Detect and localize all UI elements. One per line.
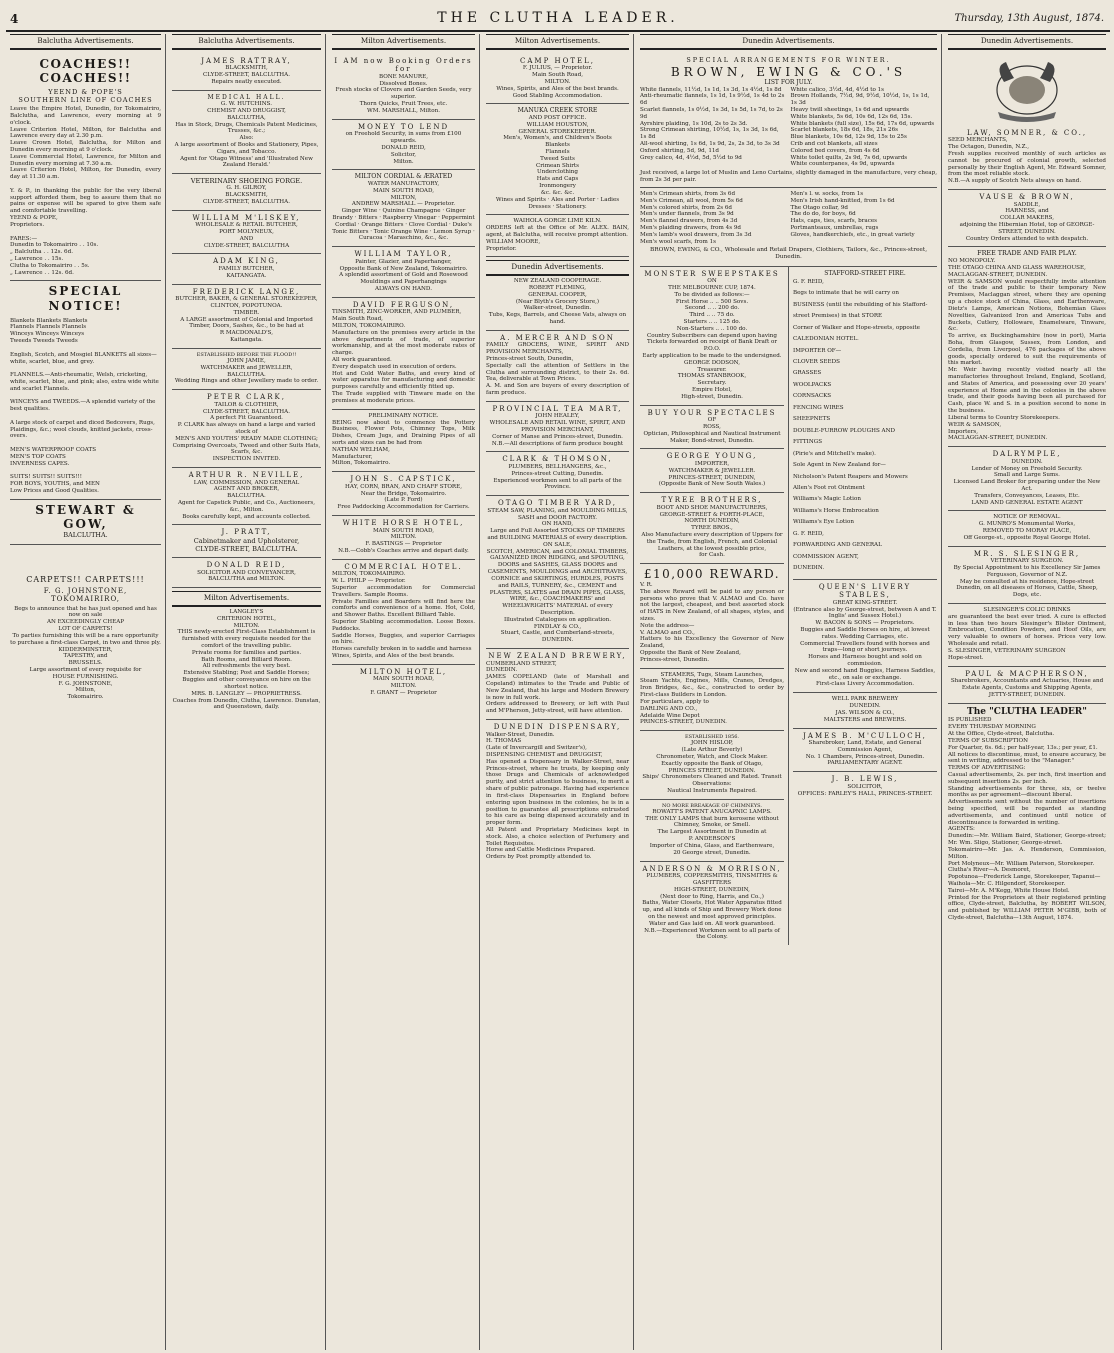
coat-of-arms-icon [984, 54, 1070, 124]
issue-date: Thursday, 13th August, 1874. [954, 13, 1104, 24]
ad-body: Blankets Blankets Blankets Flannels Flannels Flannels Winceys Winceys Winceys Tweeds Tweeds Tweeds English, Scotch, and Mosgiel BLANKETS all sizes—white, scarlet, blue, and grey. FLANNELS.—Anti-rheumatic, Welsh, cricketing, white, scarlet, blue, and pink; also, extra wide white and scarlet Flannels. WINCEYS and TWEEDS.—A splendid variety of the best qualities. A large stock of carpet and diced Bedcovers, Rugs, Plaidings, &c.; wool clouds, knitted jackets, cross-overs. MEN'S WATERPROOF COATS MEN'S TOP COATS INVERNESS CAPES. SUITS! SUITS!! SUITS!!! FOR BOYS, YOUTHS, and MEN Low Prices and Good Qualities. [10, 317, 159, 494]
advertisement [172, 254, 321, 284]
ad-body: IS PUBLISHED EVERY THURSDAY MORNING At the Office, Clyde-street, Balclutha. TERMS OF SUBSCRIPTION For Quarter, 6s. 6d.; per half-year, 13s.; per year, £1. All notices to discontinue, must, to ensure accuracy, be sent in writing, addressed to the "Manager." TERMS OF ADVERTISING: Casual advertisements, 2s. per inch, first insertion and subsequent insertions 2s. per inch. Standing advertisements for three, six, or twelve months as per agreement—discount liberal. Advertisements sent without the number of insertions being specified, will be regarded as standing advertisements, and continued until notice of discontinuance is forwarded in writing. AGENTS: Dunedin:—Mr. William Baird, Stationer, George-street; Mr. Wm. Sligo, Stationer, George-street. Tokomairiro—Mr. Jas. A. Henderson, Commission, Milton. Port Molyneux—Mr. William Paterson, Storekeeper. Clutha's River—A. Desmoret, Popotunoa—Frederick Lange, Storekeeper, Tapanui— Waihola—Mr. C. Hilgendorf, Storekeeper. Tairei—Mr. A. M'Kegg, White House Hotel. Printed for the Proprietors at their registered printing office, Clyde-street, Balclutha, by ROBERT WILSON, and published by WILLIAM PETER M'GIBB, both of Clyde-street, Balclutha—13th August, 1874. [948, 717, 1106, 922]
advertisement [172, 91, 321, 174]
advertisement [948, 511, 1106, 546]
ad-title: BROWN, EWING & CO.'S [670, 64, 907, 79]
ad-body: FAMILY GROCERS, WINE, SPIRIT AND PROVISION MERCHANTS, Princes-street South, Dunedin, Specially call the attention of Settlers in the Clutha and surrounding district, to their 2s. 6d. Tea, deliverable at Town Prices. A. M. and Son are buyers of every description of farm produce. [486, 342, 629, 397]
ad-title: LAW, SOMNER, & CO., [966, 128, 1088, 137]
ad-body: Sharebrokers, Accountants and Actuaries, House and Estate Agents, Customs and Shipping Agents, JETTY-STREET, DUNEDIN. [950, 678, 1104, 698]
advertisement [332, 472, 475, 516]
ad-title: ADAM KING, [213, 257, 280, 266]
ad-body: NO MONOPOLY. THE OTAGO CHINA AND GLASS WAREHOUSE, MACLAGGAN-STREET, DUNEDIN. WEIR & SAMSON would respectfully invite attention of the trade and public to their temporary New Premises, Maclaggan street, where they are opening up a choice stock of China, Glass, and Earthenware, Dietz's Lamps, American Notions, Bohemian Glass Novelties, Galvanized Iron and Americas Tubs and Buckets, Cutlery, Holloware, Enamelware, Tinware, &c. To arrive, ex Buckinghamshire (now in port), Maria Boha, from Glasgow, Sussex, from London, and Cordelia, from Liverpool, 476 packages of the above goods, specially ordered to suit the requirements of this market. Mr. Weir having recently visited nearly all the manufactories throughout Ireland, England, Scotland, and States of America, and possessing over 20 years' experience at Home and in the colonies in the above trade, and their goods having been all purchased for Cash, place W. and S. in a position second to none in the business. Liberal terms to Country Storekeepers. WEIR & SAMSON, Importers, MACLAGGAN-STREET, DUNEDIN. [948, 258, 1106, 442]
ad-title: CLARK & THOMSON, [502, 455, 613, 464]
ad-title: QUEEN'S LIVERY STABLES, [818, 582, 912, 600]
ad-banner: SPECIAL ARRANGEMENTS FOR WINTER. [686, 55, 891, 64]
advertisement [640, 564, 784, 668]
ad-subtitle: F. G. JOHNSTONE, TOKOMAIRIRO, [43, 586, 128, 604]
advertisement [172, 588, 321, 715]
advertisement [948, 704, 1106, 926]
ad-title: WELL PARK BREWERY [831, 696, 899, 703]
ad-title: TYREE BROTHERS, [661, 496, 763, 505]
mens-list-right: Men's l. w. socks, from 1s Men's Irish hand-knitted, from 1s 6d The Otago collar, 9d The do do, for boys, 6d Hats, caps, ties, scarfs, braces Portmanteaux, umbrellas, rugs Gloves, handkerchiefs, etc., in great variety [790, 190, 915, 238]
ad-title: ESTABLISHED 1856. [684, 734, 740, 741]
ad-title: VETERINARY SHOEING FORGE. [190, 177, 303, 186]
ad-title: DONALD REID, [206, 561, 287, 569]
ad-title: COMMERCIAL HOTEL. [344, 562, 463, 571]
ad-title: JAMES B. M'CULLOCH, [803, 731, 927, 740]
ad-title: GEORGE YOUNG, [666, 452, 758, 461]
advertisement [172, 525, 321, 558]
ad-body: MAIN SOUTH ROAD, MILTON. F. BASTINGS — Proprietor N.B.—Cobb's Coaches arrive and depart daily. [338, 527, 469, 554]
ad-body: Begs to announce that he has just opened and has now on sale AN EXCEEDINGLY CHEAP LOT OF CARPETS! To parties furnishing this will be a rare opportunity to purchase a first-class Carpet, in two and three ply. KIDDERMINSTER, TAPESTRY, and BRUSSELS. Large assortment of every requisite for HOUSE FURNISHING. F. G. JOHNSTONE, Milton, Tokomairiro. [10, 605, 161, 701]
advertisement [948, 447, 1106, 511]
ad-body: SOLICITOR AND CONVEYANCER, BALCLUTHA and MILTON. [197, 569, 296, 583]
advertisement [10, 500, 161, 545]
column-heading: Dunedin Advertisements. [948, 34, 1106, 50]
newspaper-title: THE CLUTHA LEADER. [437, 10, 679, 26]
ad-body: TAILOR & CLOTHIER, CLYDE-STREET, BALCLUTHA. A perfect Fit Guaranteed. P. CLARK has always on hand a large and varied stock of MEN'S AND YOUTHS' READY MADE CLOTHING; Comprising Overcoats, Tweed and other Suits Hats, Scarfs, &c. INSPECTION INVITED. [172, 401, 321, 463]
ad-title: £10,000 REWARD. [643, 567, 781, 582]
advertisement [486, 649, 629, 720]
ad-title: SPECIAL NOTICE! [48, 284, 123, 314]
ad-body: MAIN SOUTH ROAD, MILTON. F. GRANT — Proprietor [370, 676, 437, 696]
ad-body: F. JULIUS, — Proprietor. Main South Road, MILTON. Wines, Spirits, and Ales of the best brands. Good Stabling Accommodation. [496, 65, 619, 99]
ad-title: CAMP HOTEL, [519, 56, 595, 65]
ad-body: BEING now about to commence the Pottery Business, Flower Pots, Chimney Tops, Milk Dishes, Cream Jugs, and Draining Pipes of all sorts and sizes can be had from NATHAN WELHAM, Manufacturer, Milton, Tokomairiro. [332, 419, 475, 467]
advertisement [486, 496, 629, 649]
ad-title: J. B. LEWIS, [831, 775, 899, 784]
column-heading: Milton Advertisements. [332, 34, 475, 50]
ad-body: BLACKSMITH, CLYDE-STREET, BALCLUTHA. Repairs neatly executed. [203, 65, 290, 85]
ad-body: AND POST OFFICE. WILLIAM HOUSTON, GENERAL STOREKEEPER. Men's, Women's, and Children's Boots Blankets Flannels Tweed Suits Crimean Shirts Underclothing Hats and Caps Ironmongery &c. &c. &c. Wines and Spirits · Ales and Porter · Ladies Dresses · Stationery. [495, 114, 620, 210]
advertisement [793, 772, 937, 801]
ad-body: Walker-Street, Dunedin. H. THOMAS (Late of Invercargill and Switzer's), DISPENSING CHEMIST and DRUGGIST, Has opened a Dispensary in Walker-Street, near Princes-street, where he trusts, by keeping only those Drugs and Chemicals of acknowledged purity, and strict attention to business, to merit a share of public patronage. Having had experience in first-class Dispensaries in England before entering upon business in the colonies, he is in a position to guarantee all prescriptions entrusted to his care as being dispensed accurately and in proper form. All Patent and Proprietary Medicines kept in stock. Also, a choice selection of Perfumery and Toilet Requisites. Horse and Cattle Medicines Prepared. Orders by Post promptly attended to. [486, 731, 629, 861]
ad-title: WILLIAM TAYLOR, [354, 250, 453, 259]
advertisement [640, 267, 784, 406]
ad-body: G. H. GILROY, BLACKSMITH, CLYDE-STREET, BALCLUTHA. [203, 185, 290, 205]
ad-body: SEED MERCHANTS, The Octagon, Dunedin, N.Z., Fresh supplies received monthly of such articles as cannot be procured of colonial growth, selected personally by their English Agent, Mr. Edward Somner, from the most reliable stock. N.B.—A supply of Scotch Nets always on hand. [948, 137, 1106, 185]
ad-title: FREDERICK LANGE, [192, 287, 301, 296]
advertisement [486, 331, 629, 402]
ad-title: PAUL & MACPHERSON, [965, 669, 1089, 678]
advertisement [332, 410, 475, 473]
advertisement [172, 174, 321, 210]
ad-title: STEWART & GOW, [35, 502, 136, 532]
page-number: 4 [10, 12, 19, 26]
ad-body: BUTCHER, BAKER, & GENERAL STOREKEEPER, CLINTON, POPOTUNOA. TIMBER. A LARGE assortment of Colonial and Imported Timber, Doors, Sashes, &c., to be had at R MACDONALD'S, Kaitangata. [175, 296, 318, 343]
ad-title: WHITE HORSE HOTEL, [342, 518, 465, 527]
ad-body: MILTON, TOKOMAIRIRO. W. L. PHILP — Proprietor. Superior accommodation for Commercial Travellers. Sample Rooms. Private Families and Boarders will find here the comforts and convenience of a home. Hot, Cold, and Shower Baths. Excellent Billiard Table. Superior Stabling accommodation. Loose Boxes. Paddocks. Saddle Horses, Buggies, and superior Carriages on hire. Horses carefully broken in to saddle and harness Wines, Spirits, and Ales of the best brands. [332, 571, 475, 660]
advertisement [486, 402, 629, 453]
ad-body: BOOT AND SHOE MANUFACTURERS, GEORGE-STREET & FORTH-PLACE, NORTH DUNEDIN, TYREE BROS., Also Manufacture every description of Uppers for the Trade, from English, French, and Colonial Leathers, at the lowest possible price, for Cash. [641, 504, 783, 559]
ad-title: A. MERCER AND SON [500, 333, 615, 342]
advertisement [793, 693, 937, 728]
advertisement [332, 298, 475, 410]
ad-body: SOLICITOR, OFFICES: FARLEY'S HALL, PRINCES-STREET. [797, 783, 933, 797]
advertisement [172, 349, 321, 390]
advertisement [172, 285, 321, 349]
ad-title: MONEY TO LEND [357, 122, 450, 131]
advertisement [640, 800, 784, 862]
advertisement [332, 54, 475, 120]
advertisement [172, 468, 321, 525]
advertisement [332, 120, 475, 171]
column-5-subcolumns [640, 267, 937, 946]
column-heading: Dunedin Advertisements. [640, 34, 937, 50]
advertisement [486, 720, 629, 865]
ad-title: COACHES!! COACHES!! [39, 56, 132, 86]
advertisement [640, 449, 784, 493]
advertisement [172, 558, 321, 588]
advertisement [948, 667, 1106, 704]
ad-title: MILTON HOTEL, [359, 667, 448, 676]
advertisement [793, 580, 937, 694]
ad-body: JOHN JAMIE, WATCHMAKER and JEWELLER, BALCLUTHA. Wedding Rings and other Jewellery made to order. [174, 357, 319, 385]
ad-body: GREAT KING-STREET. (Entrance also by George-street, between A and T. Inglis' and Sussex Hotel.) W. BACON & SONS — Proprietors. Buggies and Saddle Horses on hire, at lowest rates. Wedding Carriages, etc. Commercial Travellers found with horses and traps—long or short journeys. Horses and Harness bought and sold on commission. New and second hand Buggies, Harness Saddles, etc., on sale or exchange. First-class Livery Accommodation. [793, 599, 937, 688]
ad-body: PLUMBERS, BELLHANGERS, &c., Princes-street Cutting, Dunedin. Experienced workmen sent to all parts of the Province. [493, 464, 622, 491]
ad-title: ARTHUR R. NEVILLE, [188, 471, 305, 479]
advertisement [172, 211, 321, 255]
advertisement [640, 862, 784, 946]
ad-body: JOHN HISLOP, (Late Arthur Beverly) Chronometer, Watch, and Clock Maker. Exactly opposite the Bank of Otago, PRINCES STREET, DUNEDIN. Ships' Chronometers Cleaned and Rated. Transit Observations: Nautical Instruments Repaired. [642, 740, 782, 794]
ad-note: Just received, a large lot of Muslin and Leno Curtains, slightly damaged in the manufacture, very cheap, from 2s 3d per pair. [640, 170, 937, 184]
column-6 [944, 34, 1110, 1350]
section-heading: Milton Advertisements. [172, 591, 321, 607]
ad-body: WATER MANUFACTORY, MAIN SOUTH ROAD, MILTON, ANDREW MARSHALL — Proprietor. Ginger Wine · Quinine Champagne · Ginger Brandy · Bitters · Raspberry Vinegar · Peppermint Cordial · Orange Bitters · Clove Cordial · Duke's Tonic Bitters · Tonic Orange Wine · Lemon Syrup · Curacoa · Maraschino, &c., &c. [332, 180, 475, 242]
advertisement [172, 390, 321, 468]
ad-body: VETERINARY SURGEON. By Special Appointment to his Excellency Sir James Fergusson, Governor of N.Z. May be consulted at his residence, Hope-street Dunedin, on all diseases of Horses, Cattle, Sheep, Dogs, etc. [953, 558, 1101, 599]
ad-title: OTAGO TIMBER YARD, [498, 499, 617, 508]
ad-title: MILTON CORDIAL & ÆRATED [354, 173, 453, 181]
column-4 [482, 34, 634, 1350]
advertisement [948, 547, 1106, 604]
ad-body: FAMILY BUTCHER, KAITANGATA. [218, 265, 275, 279]
advertisement [486, 104, 629, 215]
ad-title: PETER CLARK, [207, 393, 286, 402]
ad-body: ROWATT'S PATENT ANUCAPNIC LAMPS. THE ONLY LAMPS that burn kerosene without Chimney, Smoke, or Smell. The Largest Assortment in Dunedin at P. ANDERSON'S Importer of China, Glass, and Earthenware, 20 George street, Dunedin. [645, 808, 779, 856]
advertisement [640, 669, 784, 732]
brown-ewing-advertisement [640, 54, 937, 267]
mens-list [640, 191, 937, 246]
advertisement [948, 247, 1106, 447]
ad-body: DUNEDIN. JAS. WILSON & CO., MALTSTERS and BREWERS. [823, 703, 907, 723]
ad-body: ON THE MELBOURNE CUP, 1874. To be divided as follows:— First Horse .. .. 500 Sovs. Second .. .. 200 do. Third .. .. 75 do. Starters .. .. 125 do. Non-Starters .. .. 100 do. Country Subscribers can depend upon having Tickets forwarded on receipt of Bank Draft or P.O.O. Early application to be made to the undersigned. GEORGE DODSON, Treasurer. THOMAS STANBROOK, Secretary. Empire Hotel, High-street, Dunedin. [642, 278, 782, 400]
advertisement [486, 257, 629, 330]
ad-title: SLESINGER'S COLIC DRINKS [983, 607, 1071, 614]
price-list-left: White flannels, 11½d, 1s 1d, 1s 3d, 1s 4½d, 1s 8d Anti-rheumatic flannels, 1s 1d, 1s 9½d, 1s 4d to 2s 6d Scarlet flannels, 1s 0½d, 1s 3d, 1s 5d, 1s 7d, to 2s 9d Ayrshire plaiding, 1s 10d, 2s to 2s 3d. Strong Crimean shirting, 10½d, 1s, 1s 3d, 1s 6d, 1s 8d All-wool shirting, 1s 6d, 1s 9d, 2s, 2s 3d, to 3s 3d Oxford shirting, 5d, 9d, 11d Grey calico, 4d, 4½d, 5d, 5½d to 9d [640, 86, 785, 161]
ad-body: CUMBERLAND STREET, DUNEDIN. JAMES COPELAND (late of Marshall and Copeland) intimates to the Trade and Public of New Zealand, that his large and Modern Brewery is now in full work. Orders addressed to Brewery, or left with Paul and M'Pherson, Jetty-street, will have attention. [486, 660, 629, 715]
advertisement [793, 267, 937, 580]
column-heading: Balclutha Advertisements. [172, 34, 321, 50]
ad-body: Painter, Glazier, and Paperhanger, Opposite Bank of New Zealand, Tokomairiro. A splendid assortment of Gold and Rosewood Mouldings and Paperhangings ALWAYS ON HAND. [339, 258, 468, 292]
ad-title: CARPETS!! CARPETS!!! [26, 574, 145, 584]
masthead [6, 6, 1110, 32]
ad-title: J. PRATT, [221, 528, 272, 537]
ad-title: DUNEDIN DISPENSARY, [493, 723, 622, 732]
advertisement [486, 452, 629, 496]
ad-body: WHOLESALE & RETAIL BUTCHER, PORT MOLYNEUX, AND CLYDE-STREET, BALCLUTHA [195, 222, 298, 249]
ad-title: PRELIMINARY NOTICE. [368, 412, 439, 419]
ad-body: HAY, CORN, BRAN, AND CHAFF STORE, Near the Bridge, Tokomairiro. (Late P. Ford) Free Paddocking Accommodation for Carriers. [337, 483, 470, 511]
ad-subtitle: BALCLUTHA. [63, 531, 108, 540]
ad-title: FREE TRADE AND FAIR PLAY. [977, 249, 1077, 258]
ad-body: Cabinetmaker and Upholsterer, CLYDE-STREET, BALCLUTHA. [193, 536, 300, 553]
ad-title: WAIHOLA GORGE LIME KILN. [513, 218, 602, 225]
ad-title: ESTABLISHED BEFORE THE FLOOD!! [196, 351, 297, 358]
section-heading: Dunedin Advertisements. [486, 260, 629, 276]
column-1 [6, 34, 166, 1350]
ad-title: ANDERSON & MORRISON, [642, 864, 782, 873]
ad-body: Leave the Empire Hotel, Dunedin, for Tokomairiro, Balclutha, and Lawrence, every morning at 9 o'clock. Leave Criterion Hotel, Milton, for Balclutha and Lawrence every day at 2.30 p.m. Leave Crown Hotel, Balclutha, for Milton and Dunedin every morning at 9 o'clock. Leave Commercial Hotel, Lawrence, for Milton and Dunedin every morning at 7.30 a.m. Leave Criterion Hotel, Milton, for Dunedin, every day at 11.30 a.m. Y. & P., in thanking the public for the very liberal support afforded them, beg to assure them that no pains or expense will be spared to give them safe and comfortable travelling. YEEND & POPE, Proprietors. FARES:— Dunedin to Tokomairiro . . 10s. „ Balclutha . . 12s. 6d. „ Lawrence . . 15s. Clutha to Tokomairiro . . 5s. „ Lawrence . . 12s. 6d. [10, 106, 161, 276]
ad-body: on Freehold Security, in sums from £100 upwards. DONALD REID, Solicitor, Milton. [345, 131, 462, 165]
ad-title: STAFFORD-STREET FIRE. [824, 269, 906, 277]
advertisement [948, 126, 1106, 190]
ad-body: V. R. The above Reward will be paid to any person or persons who prove that V. ALMAO and Co. have not the largest, cheapest, and best assorted stock of HATS in New Zealand, of all shapes, styles, and sizes. Note the address— V. ALMAO and CO., Hatters to his Excellency the Governor of New Zealand, Opposite the Bank of New Zealand, Princes-street, Dunedin. [640, 581, 784, 663]
ad-body: G. F. REID, Begs to intimate that he will carry on BUSINESS (until the rebuilding of his Stafford-street Premises) in that STORE Corner of Walker and Hope-streets, opposite CALEDONIAN HOTEL. IMPORTER OF— CLOVER SEEDS GRASSES WOOLPACKS CORNSACKS FENCING WIRES SHEEPNETS DOUBLE-FURROW PLOUGHS AND FITTINGS (Pirie's and Mitchell's make). Sole Agent in New Zealand for— Nicholson's Patent Reapers and Mowers Allen's Foot rot Ointment Williams's Magic Lotion Williams's Horse Embrocation Williams's Eye Lotion G. F. REID, FORWARDING AND GENERAL COMMISSION AGENT, DUNEDIN. [793, 278, 928, 572]
advertisement [640, 493, 784, 564]
ad-title: The "CLUTHA LEADER" [967, 706, 1087, 717]
advertisement [10, 281, 161, 499]
ad-title: MEDICAL HALL. [207, 93, 286, 101]
advertisement [332, 170, 475, 247]
column-heading: Balclutha Advertisements. [10, 34, 161, 50]
advertisement [10, 545, 161, 705]
ad-body: Steam Yachts, Engines, Mills, Cranes, Dredges, Iron Bridges, &c., &c., constructed to order by First-class Builders in London. For particulars, apply to DARLING AND CO., Adelaide Wine Depot PRINCES-STREET, DUNEDIN. [640, 678, 784, 726]
advertisement [332, 665, 475, 701]
ad-title: NOTICE OF REMOVAL. [993, 514, 1061, 521]
advertisement [640, 406, 784, 450]
ad-title: VAUSE & BROWN, [979, 193, 1075, 201]
advertisement [332, 247, 475, 298]
advertisement [172, 54, 321, 91]
ad-body: STEAM SAW, PLANING, and MOULDING MILLS, SASH and DOOR FACTORY. ON HAND, Large and Full Assorted STOCKS OF TIMBERS and BUILDING MATERIALS of every description. ON SALE, SCOTCH, AMERICAN, and COLONIAL TIMBERS, GALVANIZED IRON RIDGING, and SPOUTING, DOORS and SASHES, GLASS DOORS and CASEMENTS, MOULDINGS and ARCHITRAVES, CORNICE and SKIRTINGS, HURDLES, POSTS and RAILS, TURNERY, &c., CEMENT and PLASTERS, SLATES and DRAIN PIPES, GLASS, WIRE, &c., COACHMAKERS' and WHEELWRIGHTS' MATERIAL of every Description. Illustrated Catalogues on application. FINDLAY & CO., Stuart, Castle, and Cumberland-streets, DUNEDIN. [486, 507, 629, 644]
ad-body: LAW, COMMISSION, AND GENERAL AGENT AND BROKER, BALCLUTHA. Agent for Capstick Public, and Co., Auctioneers, &c., Milton. Books carefully kept, and accounts collected. [178, 479, 315, 520]
advertisement [948, 604, 1106, 667]
column-heading: Milton Advertisements. [486, 34, 629, 50]
ad-title: DAVID FERGUSON, [352, 300, 455, 309]
ad-title: STEAMERS, Tugs, Steam Launches, [660, 671, 764, 678]
ad-title: PROVINCIAL TEA MART, [492, 404, 623, 413]
ad-title: WILLIAM M'LISKEY, [192, 213, 301, 222]
advertisement [332, 560, 475, 665]
column-5-right [793, 267, 937, 946]
ad-title: NEW ZEALAND BREWERY, [488, 652, 627, 661]
ad-title: NO MORE BREAKAGE OF CHIMNEYS. [662, 802, 762, 809]
mens-list-left: Men's Crimean shirts, from 3s 6d Men's Crimean, all wool, from 5s 6d Men's colored shirts, from 2s 6d Men's under flannels, from 3s 9d Men's flannel drawers, from 4s 3d Men's plaiding drawers, from 4s 9d Men's lamb's wool drawers, from 3s 3d Men's wool scarfs, from 1s [640, 190, 752, 245]
ad-body: IMPORTER, WATCHMAKER & JEWELLER. PRINCES-STREET, DUNEDIN, (Opposite Bank of New South Wales.) [658, 461, 766, 488]
ad-title: DALRYMPLE, [992, 450, 1062, 459]
column-5-left [640, 267, 789, 946]
ad-title: JOHN S. CAPSTICK, [350, 475, 457, 484]
ad-body: NEW ZEALAND COOPERAGE. ROBERT FLEMING, GENERAL COOPER, (Near Blyth's Grocery Store,) Walker-street, Dunedin. Tubs, Kegs, Barrels, and Cheese Vats, always on hand. [488, 278, 627, 326]
ad-body: BONE MANURE, Dissolved Bones. Fresh stocks of Clovers and Garden Seeds, very superior. Thorn Quicks, Fruit Trees, etc. WM. MARSHALL, Milton. [335, 73, 472, 114]
ad-body: ORDERS left at the Office of Mr. ALEX. BAIN, agent, at Balclutha, will receive prompt attention. WILLIAM MOORE, Proprietor. [486, 225, 629, 252]
ad-body: are guaranteed the best ever tried. A cure is effected in less than two hours Slesinger's Blister Ointment, Embrocation, Condition Powders, and Hoof Oils, are very valuable to owners of horses. Prices very low. Wholesale and retail. S. SLESINGER, VETERINARY SURGEON Hope-street. [948, 613, 1106, 661]
ad-body: JOHN HEALEY, WHOLESALE AND RETAIL WINE, SPIRIT, AND PROVISION MERCHANT, Corner of Manse and Princes-street, Dunedin. N.B.—All descriptions of farm produce bought [489, 413, 626, 447]
price-list [640, 87, 937, 169]
ad-body: OF ROSS, Optician, Philosophical and Nautical Instrument Maker, Bond-street, Dunedin. [643, 417, 781, 444]
advertisement [10, 54, 161, 282]
advertisement [486, 54, 629, 105]
ad-title: MONSTER SWEEPSTAKES [644, 269, 780, 278]
ad-footer: BROWN, EWING, & CO., Wholesale and Retail Drapers, Clothiers, Tailors, &c., Princes-street, Dunedin. [649, 247, 928, 261]
ad-subtitle: YEEND & POPE'S SOUTHERN LINE OF COACHES [18, 88, 153, 105]
advertisement [332, 516, 475, 560]
advertisement [948, 190, 1106, 247]
column-3 [328, 34, 480, 1350]
column-5 [636, 34, 942, 1350]
ad-body: G. W. HUTCHINS. CHEMIST AND DRUGGIST, BALCLUTHA, Has in Stock, Drugs, Chemicals Patent Medicines, Trusses, &c.; Also: A large assortment of Books and Stationery, Pipes, Cigars, and Tobacco. Agent for 'Otago Witness' and 'Illustrated New Zealand Herald.' [174, 101, 319, 169]
ad-subtitle: LIST FOR JULY. [764, 79, 813, 87]
ad-title: MANUKA CREEK STORE [517, 107, 598, 115]
column-2 [168, 34, 326, 1350]
ad-body: PLUMBERS, COPPERSMITHS, TINSMITHS & GASFITTERS HIGH-STREET, DUNEDIN, (Next door to Ring, Harris, and Co.,) Baths, Water Closets, Hot Water Apparatus fitted up, and all kinds of Ship and Brewery Work done on the newest and most approved principles. Water and Gas laid on. All work guaranteed. N.B.—Experienced Workmen sent to all parts of the Colony. [642, 873, 782, 941]
price-list-right: White calico, 3½d, 4d, 4½d to 1s Brown Hollands, 7½d, 9d, 9½d, 10½d, 1s, 1s 1d, 1s 3d Heavy twill sheetings, 1s 6d and upwards White blankets, 5s 6d, 10s 6d, 12s 6d, 15s. White blankets (full size), 15s 6d, 17s 6d, upwards Scarlet blankets, 18s 6d, 18s, 21s 26s Blue blankets, 10s 6d, 12s 9d, 15s to 25s Crib and cot blankets, all sizes Colored bed covers, from 4s 6d White toilet quilts, 2s 9d, 7s 6d, upwards White counterpanes, 4s 9d, upwards [790, 86, 935, 168]
ad-title: I AM now Booking Orders for [334, 56, 473, 74]
ad-title: JAMES RATTRAY, [201, 56, 292, 65]
advertisement [486, 215, 629, 257]
ad-body: DUNEDIN. Lender of Money on Freehold Security. Small and Large Sums. Licensed Land Broker for preparing under the New Act. Transfers, Conveyances, Leases, Etc. LAND AND GENERAL ESTATE AGENT [953, 458, 1101, 506]
ad-body: TINSMITH, ZINC-WORKER, AND PLUMBER, Main South Road, MILTON, TOKOMAIRIRO. Manufacture on the premises every article in the above departments of trade, of superior workmanship, and at the most moderate rates of charge. All work guaranteed. Every despatch used in execution of orders. Hot and Cold Water Baths, and every kind of water apparatus for manufacturing and domestic purposes carefully and efficiently fitted up. The Trade supplied with Tinware made on the premises at moderate prices. [332, 309, 475, 404]
ad-body: LANGLEY'S CRITERION HOTEL, MILTON. THIS newly-erected First-Class Establishment is furnished with every requisite needed for the comfort of the travelling public. Private rooms for families and parties. Bath Rooms, and Billiard Room. All refreshments the very best. Extensive Stabling; Post and Saddle Horses; Buggies and other conveyance on hire on the shortest notice. MRS. B. LANGLEY — PROPRIETRESS. Coaches from Dunedin, Clutha, Lawrence. Dunstan, and Queenstown, daily. [172, 608, 321, 711]
ad-body: SADDLE, HARNESS, and COLLAR MAKERS, adjoining the Hibernian Hotel, top of GEORGE-STREET, DUNEDIN. Country Orders attended to with despatch. [959, 201, 1095, 242]
ad-body: G. MUNRO'S Monumental Works, REMOVED TO MORAY PLACE, Off George-st., opposite Royal George Hotel. [963, 521, 1091, 541]
ad-title: BUY YOUR SPECTACLES [647, 408, 777, 417]
advertisement [793, 729, 937, 773]
advertisement [640, 731, 784, 800]
ad-body: Sharebroker, Land, Estate, and General Commission Agent, No. 1 Chambers, Princes-street, Dunedin. PARLIAMENTARY AGENT. [805, 740, 925, 767]
ad-title: MR. S. SLESINGER, [973, 549, 1081, 558]
